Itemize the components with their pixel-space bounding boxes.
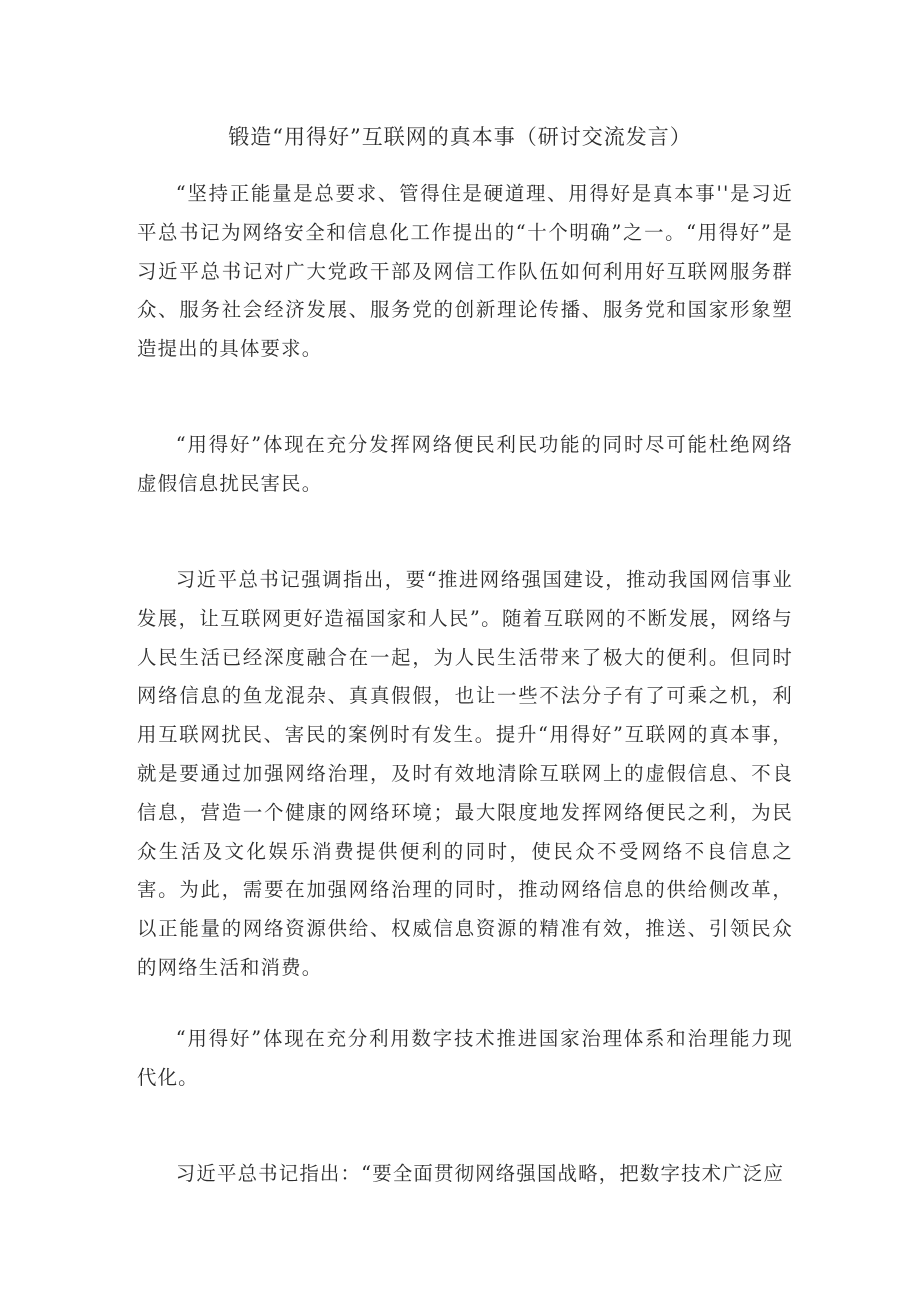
paragraph-3: 习近平总书记强调指出，要“推进网络强国建设，推动我国网信事业发展，让互联网更好造福国家和人民”。随着互联网的不断发展，网络与人民生活已经深度融合在一起，为人民生活带来了极大的便利。但同时网络信息的鱼龙混杂、真真假假，也让一些不法分子有了可乘之机，利用互联网扰民、害民的案例时有发生。提升“用得好”互联网的真本事，就是要通过加强网络治理，及时有效地清除互联网上的虚假信息、不良信息，营造一个健康的网络环境；最大限度地发挥网络便民之利，为民众生活及文化娱乐消费提供便利的同时，使民众不受网络不良信息之害。为此，需要在加强网络治理的同时，推动网络信息的供给侧改革，以正能量的网络资源供给、权威信息资源的精准有效，推送、引领民众的网络生活和消费。 — [137, 568, 793, 979]
paragraph-1: “坚持正能量是总要求、管得住是硬道理、用得好是真本事''是习近平总书记为网络安全和信息化工作提出的“十个明确”之一。“用得好”是习近平总书记对广大党政干部及网信工作队伍如何利用好互联网服务群众、服务社会经济发展、服务党的创新理论传播、服务党和国家形象塑造提出的具体要求。 — [137, 182, 793, 361]
document-title: 锻造“用得好”互联网的真本事（研讨交流发言） — [228, 125, 692, 149]
paragraph-5: 习近平总书记指出：“要全面贯彻网络强国战略，把数字技术广泛应 — [175, 1162, 785, 1185]
paragraph-2: “用得好”体现在充分发挥网络便民利民功能的同时尽可能杜绝网络虚假信息扰民害民。 — [137, 433, 793, 495]
paragraph-4: “用得好”体现在充分利用数字技术推进国家治理体系和治理能力现代化。 — [137, 1027, 793, 1089]
